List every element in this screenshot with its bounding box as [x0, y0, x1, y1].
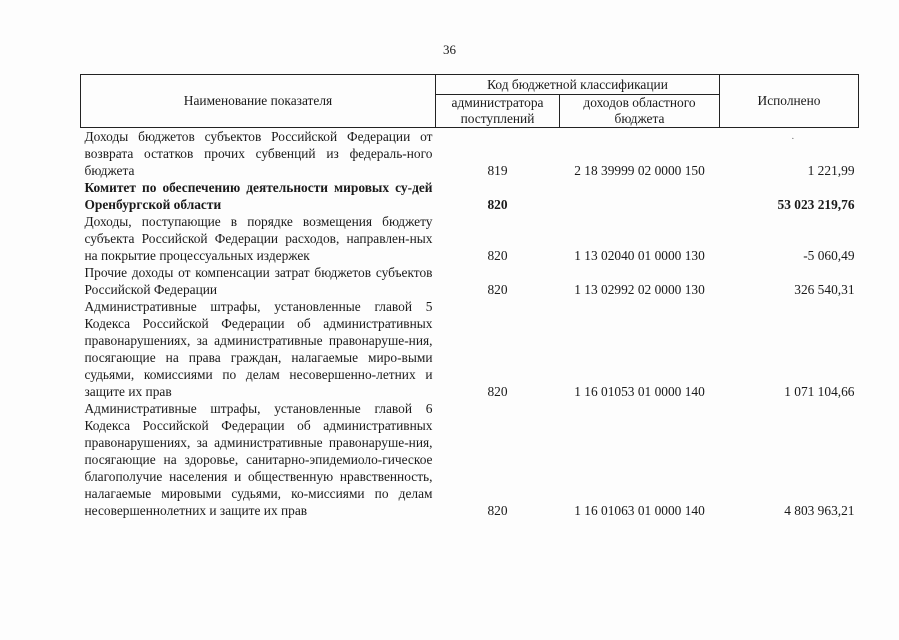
table-row	[81, 179, 859, 213]
indicator-name: Доходы, поступающие в порядке возмещения бюджету субъекта Российской Федерации расходов, направлен-ных на покрытие процессуальных издержек	[84, 214, 433, 263]
indicator-name: Комитет по обеспечению деятельности мировых су-дей Оренбургской области	[84, 180, 433, 212]
header-name: Наименование показателя	[81, 75, 436, 128]
admin-code: 820	[487, 503, 508, 518]
admin-code: 819	[487, 163, 508, 178]
indicator-name: Административные штрафы, установленные главой 6 Кодекса Российской Федерации об административных правонарушениях, за административные правонаруше-ния, посягающие на здоровье, санитарно-эпидемиоло-гическое благополучие населения и общественную нравственность, налагаемые мировыми судьями, ко-миссиями по делам несовершеннолетних и защите их прав	[84, 401, 433, 518]
income-code: 1 16 01063 01 0000 140	[574, 503, 705, 518]
indicator-name: Прочие доходы от компенсации затрат бюджетов субъектов Российской Федерации	[84, 265, 433, 297]
income-code	[560, 179, 720, 213]
table-row	[81, 264, 859, 298]
table-header	[81, 75, 859, 128]
table-row	[81, 298, 859, 400]
income-code: 1 13 02040 01 0000 130	[574, 248, 705, 263]
budget-table	[80, 74, 859, 519]
income-code: 2 18 39999 02 0000 150	[574, 163, 705, 178]
admin-code: 820	[487, 248, 508, 263]
table-row	[81, 213, 859, 264]
page-number: 36	[443, 42, 456, 57]
executed-amount: 326 540,31	[794, 282, 855, 297]
table-row	[81, 128, 859, 180]
income-code: 1 13 02992 02 0000 130	[574, 282, 705, 297]
indicator-name: Административные штрафы, установленные главой 5 Кодекса Российской Федерации об административных правонарушениях, за административные правонаруше-ния, посягающие на права граждан, налагаемые миро-выми судьями, комиссиями по делам несовершенно-летних и защите их прав	[84, 299, 433, 399]
table-body	[81, 128, 859, 520]
header-code-group: Код бюджетной классификации	[436, 75, 720, 95]
executed-amount: 1 221,99	[807, 163, 855, 178]
header-admin: администратора поступлений	[436, 95, 560, 128]
admin-code: 820	[487, 384, 508, 399]
admin-code: 820	[487, 197, 508, 212]
executed-amount: 53 023 219,76	[777, 197, 855, 212]
indicator-name: Доходы бюджетов субъектов Российской Федерации от возврата остатков прочих субвенций из федераль-ного бюджета	[84, 129, 433, 178]
executed-amount: 4 803 963,21	[784, 503, 855, 518]
header-income: доходов областного бюджета	[560, 95, 720, 128]
scan-speck: ·	[791, 133, 795, 145]
admin-code: 820	[487, 282, 508, 297]
table-row	[81, 400, 859, 519]
executed-amount: 1 071 104,66	[784, 384, 855, 399]
income-code: 1 16 01053 01 0000 140	[574, 384, 705, 399]
header-executed: Исполнено	[720, 75, 859, 128]
executed-amount: -5 060,49	[803, 248, 855, 263]
